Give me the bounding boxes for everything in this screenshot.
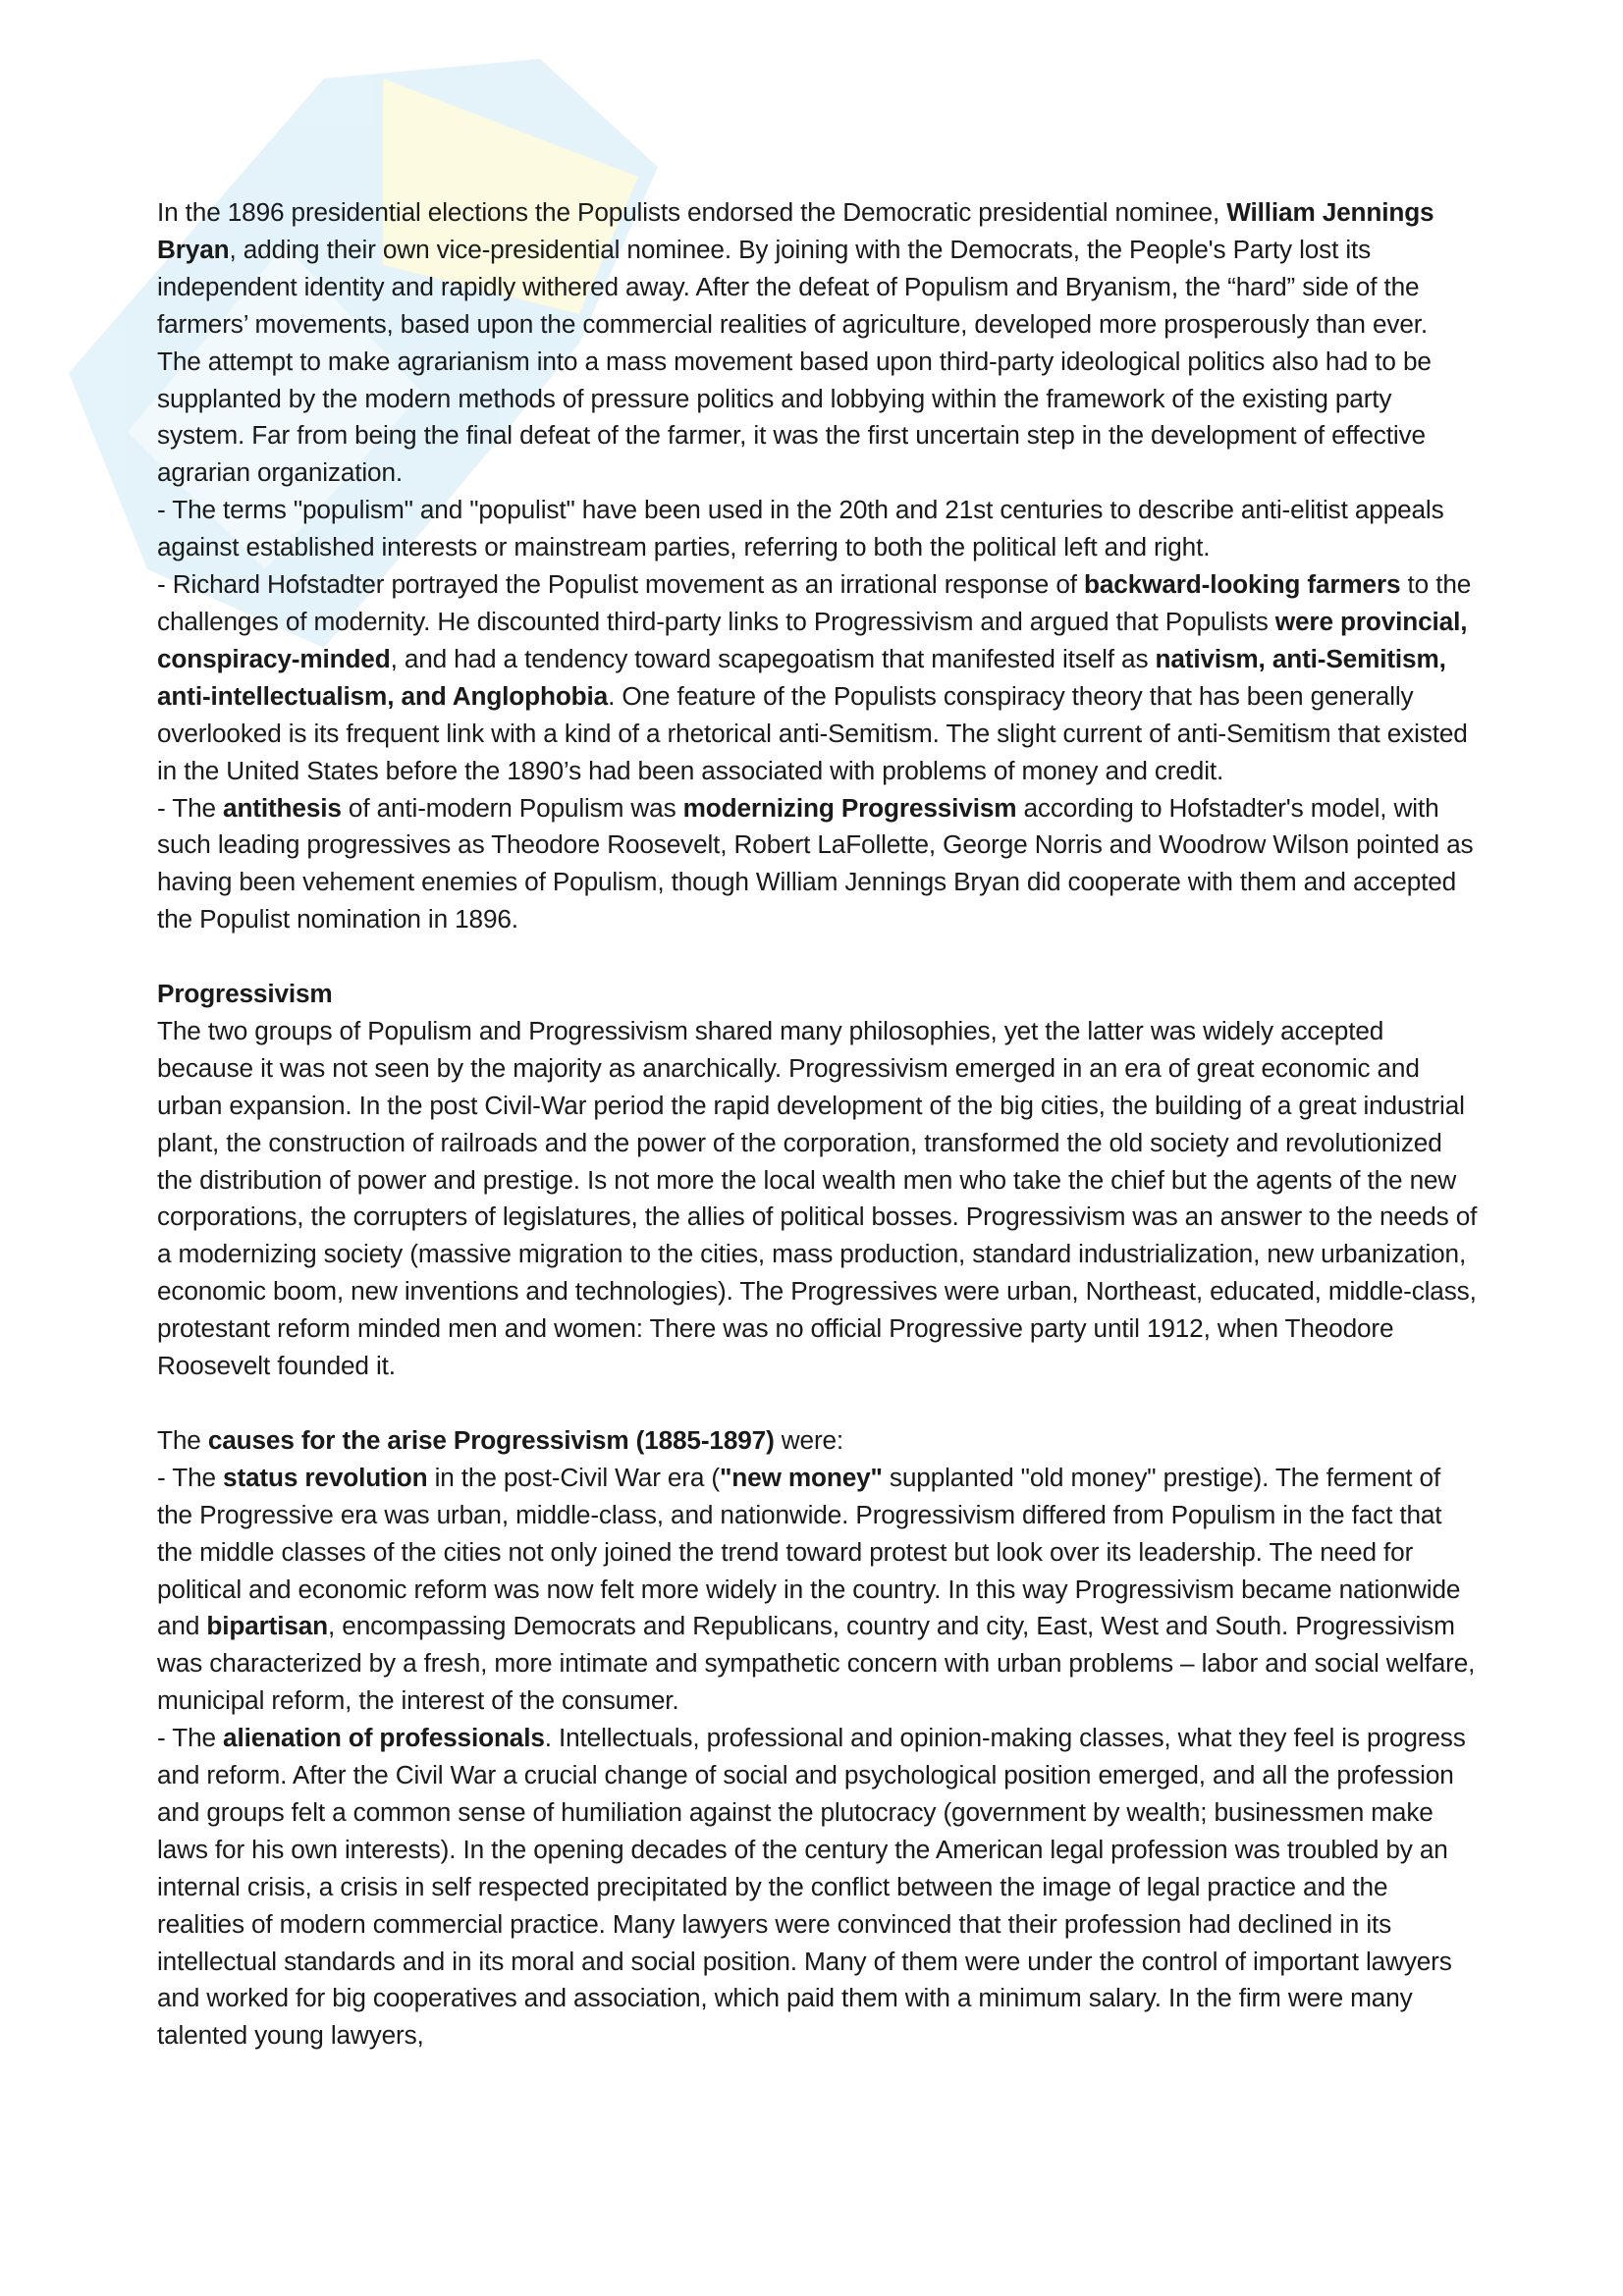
bold-text: alienation of professionals [223,1723,545,1753]
text-run: of anti-modern Populism was [341,792,683,823]
text-run: in the post-Civil War era ( [427,1462,720,1492]
paragraph [157,1422,1478,1460]
text-run: . Intellectuals, professional and opinion-making classes, what they feel is progress and reform. After the Civil War a crucial change of social and psychological position emerged, and all the profession and groups felt a common sense of humiliation against the plutocracy (government by wealth; businessmen make laws for his own interests). In the opening decades of the century the American legal profession was troubled by an internal crisis, a crisis in self respected precipitated by the conflict between the image of legal practice and the realities of modern commercial practice. Many lawyers were convinced that their profession had declined in its intellectual standards and in its moral and social position. Many of them were under the control of important lawyers and worked for big cooperatives and association, which paid them with a minimum salary. In the firm were many talented young lawyers, [157,1723,1466,2051]
paragraph [157,566,1478,789]
paragraph [157,194,1478,492]
text-run: - The [157,1462,224,1492]
text-run: The [157,1424,208,1455]
text-run: , and had a tendency toward scapegoatism that manifested itself as [390,643,1156,673]
text-run: - Richard Hofstadter portrayed the Populist movement as an irrational response of [157,569,1085,600]
bold-text: bipartisan [206,1611,329,1641]
bold-text: "new money" [720,1462,883,1492]
paragraph [157,492,1478,566]
bold-text: status revolution [223,1462,428,1492]
bold-text: causes for the arise Progressivism (1885-1897) [207,1424,775,1455]
text-run: supplanted "old money" prestige). The ferment of the Progressive era was urban, middle-class, and nationwide. Progressivism differed from Populism in the fact that the middle classes of the cities not only joined the trend toward protest but look over its leadership. The need for political and economic reform was now felt more widely in the country. In this way Progressivism became nationwide and [157,1462,1461,1641]
bold-text: nativism, anti-Semitism, anti-intellectualism, and Anglophobia [157,643,1446,711]
document-body [157,194,1478,2055]
text-run: to the challenges of modernity. He discounted third-party links to Progressivism and argued that Populists [157,569,1472,636]
text-run: , encompassing Democrats and Republicans, country and city, East, West and South. Progressivism was characterized by a fresh, more intimate and sympathetic concern with urban problems – labor and social welfare, municipal reform, the interest of the consumer. [157,1611,1476,1716]
text-run: - The terms "populism" and "populist" have been used in the 20th and 21st centuries to describe anti-elitist appeals against established interests or mainstream parties, referring to both the political left and right. [157,495,1444,562]
text-run: - The [157,1723,224,1753]
text-run: according to Hofstadter's model, with such leading progressives as Theodore Roosevelt, Robert LaFollette, George Norris and Woodrow Wilson pointed as having been vehement enemies of Populism, though William Jennings Bryan did cooperate with them and accepted the Populist nomination in 1896. [157,792,1474,934]
paragraph [157,1720,1478,2055]
bold-text: were provincial, conspiracy-minded [157,606,1468,673]
paragraph-spacer [157,938,1478,976]
text-run: In the 1896 presidential elections the Populists endorsed the Democratic presidential nominee, [157,197,1227,227]
text-run: , adding their own vice-presidential nominee. By joining with the Democrats, the People's Party lost its independent identity and rapidly withered away. After the defeat of Populism and Bryanism, the “hard” side of the farmers’ movements, based upon the commercial realities of agriculture, developed more prosperously than ever. The attempt to make agrarianism into a mass movement based upon third-party ideological politics also had to be supplanted by the modern methods of pressure politics and lobbying within the framework of the existing party system. Far from being the final defeat of the farmer, it was the first uncertain step in the development of effective agrarian organization. [157,234,1432,488]
paragraph [157,1013,1478,1385]
bold-text: antithesis [223,792,342,823]
paragraph [157,1460,1478,1720]
bold-text: backward-looking farmers [1084,569,1401,600]
section-heading: Progressivism [157,979,333,1009]
text-run: were: [774,1424,844,1455]
text-run: . One feature of the Populists conspiracy theory that has been generally overlooked is its frequent link with a kind of a rhetorical anti-Semitism. The slight current of anti-Semitism that existed in the United States before the 1890’s had been associated with problems of money and credit. [157,680,1468,785]
text-run: The two groups of Populism and Progressivism shared many philosophies, yet the latter was widely accepted because it was not seen by the majority as anarchically. Progressivism emerged in an era of great economic and urban expansion. In the post Civil-War period the rapid development of the big cities, the building of a great industrial plant, the construction of railroads and the power of the corporation, transformed the old society and revolutionized the distribution of power and prestige. Is not more the local wealth men who take the chief but the agents of the new corporations, the corrupters of legislatures, the allies of political bosses. Progressivism was an answer to the needs of a modernizing society (massive migration to the cities, mass production, standard industrialization, new urbanization, economic boom, new inventions and technologies). The Progressives were urban, Northeast, educated, middle-class, protestant reform minded men and women: There was no official Progressive party until 1912, when Theodore Roosevelt founded it. [157,1015,1478,1381]
bold-text: modernizing Progressivism [682,792,1017,823]
bold-text: William Jennings Bryan [157,197,1434,264]
paragraph-spacer [157,1385,1478,1422]
paragraph [157,790,1478,939]
text-run: - The [157,792,224,823]
